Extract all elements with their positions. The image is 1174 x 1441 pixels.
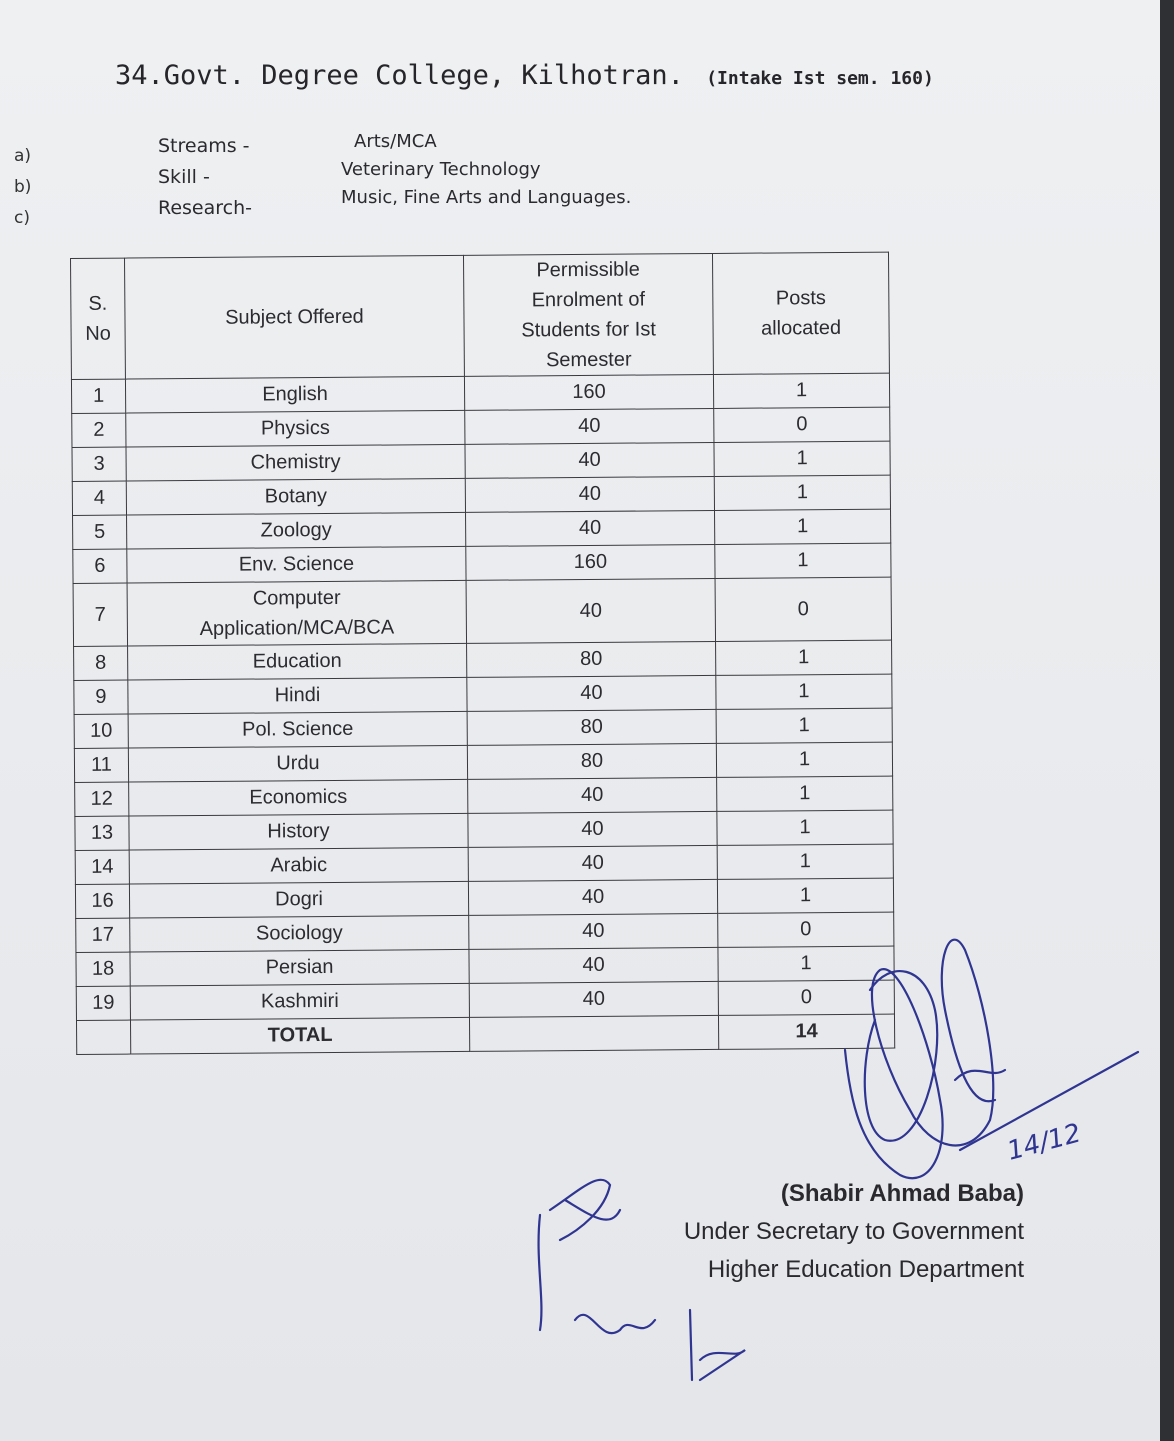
signatory-name: (Shabir Ahmad Baba) — [780, 1180, 1024, 1207]
header-posts: Posts allocated — [712, 252, 889, 374]
subject-cell: Arabic — [129, 847, 468, 884]
detail-marker-a: a) — [14, 146, 32, 166]
signature-date: 14/12 — [1004, 1118, 1085, 1167]
posts-cell: 1 — [717, 776, 893, 811]
subject-cell: Persian — [130, 949, 469, 986]
subject-cell: History — [129, 813, 468, 850]
sno-cell: 16 — [75, 884, 129, 918]
posts-cell: 1 — [716, 708, 892, 743]
signatory-department: Higher Education Department — [707, 1256, 1024, 1283]
posts-cell: 1 — [718, 946, 894, 981]
subject-cell: Sociology — [130, 915, 469, 952]
sno-cell: 18 — [76, 952, 130, 986]
enrolment-cell: 40 — [466, 578, 715, 643]
enrolment-cell: 40 — [465, 442, 714, 478]
table-header-row — [71, 252, 890, 379]
enrolment-cell: 40 — [466, 510, 715, 546]
subject-cell: Kashmiri — [130, 983, 469, 1020]
sno-cell: 7 — [73, 583, 127, 646]
streams-value: Arts/MCA — [354, 131, 437, 152]
detail-marker-c: c) — [14, 208, 30, 228]
total-posts: 14 — [718, 1014, 894, 1049]
enrolment-cell: 40 — [468, 777, 717, 813]
sno-cell: 14 — [75, 850, 129, 884]
posts-cell: 1 — [716, 674, 892, 709]
enrolment-cell: 80 — [467, 709, 716, 745]
posts-cell: 0 — [714, 407, 890, 442]
subjects-table — [70, 252, 895, 1055]
header-enrolment: Permissible Enrolment of Students for Ist Semester — [463, 253, 713, 376]
posts-cell: 0 — [718, 912, 894, 947]
subject-cell: Hindi — [128, 677, 467, 714]
research-value: Music, Fine Arts and Languages. — [341, 187, 632, 208]
enrolment-cell: 40 — [469, 981, 718, 1017]
posts-cell: 0 — [718, 980, 894, 1015]
sno-cell: 11 — [74, 748, 128, 782]
subject-cell: Botany — [126, 478, 465, 515]
sno-cell: 6 — [73, 549, 127, 583]
posts-cell: 1 — [715, 509, 891, 544]
total-label: TOTAL — [130, 1017, 469, 1054]
sno-cell: 8 — [74, 646, 128, 680]
posts-cell: 1 — [717, 878, 893, 913]
enrolment-cell: 40 — [468, 879, 717, 915]
skill-label: Skill - — [158, 166, 210, 188]
subject-cell: Env. Science — [127, 546, 466, 583]
enrolment-cell: 40 — [465, 476, 714, 512]
posts-cell: 1 — [716, 742, 892, 777]
header-sno: S. No — [71, 258, 126, 379]
posts-cell: 1 — [716, 640, 892, 675]
enrolment-cell: 40 — [467, 675, 716, 711]
subject-cell: Economics — [129, 779, 468, 816]
sno-cell: 4 — [72, 481, 126, 515]
subject-cell: Zoology — [127, 512, 466, 549]
total-enrolment-cell — [469, 1015, 718, 1051]
posts-cell: 1 — [713, 373, 889, 408]
header-subject: Subject Offered — [125, 255, 465, 379]
posts-cell: 1 — [717, 844, 893, 879]
sno-cell: 1 — [71, 379, 125, 413]
sno-cell: 9 — [74, 680, 128, 714]
subject-cell: Education — [128, 643, 467, 680]
skill-value: Veterinary Technology — [341, 159, 541, 180]
subject-cell: English — [125, 376, 464, 413]
scan-edge — [1160, 0, 1174, 1441]
subject-cell: Chemistry — [126, 444, 465, 481]
sno-cell: 12 — [75, 782, 129, 816]
posts-cell: 0 — [715, 577, 891, 641]
sno-cell: 17 — [76, 918, 130, 952]
enrolment-cell: 40 — [469, 913, 718, 949]
enrolment-cell: 160 — [464, 374, 713, 410]
posts-cell: 1 — [714, 441, 890, 476]
enrolment-cell: 80 — [467, 743, 716, 779]
signatory-designation: Under Secretary to Government — [683, 1218, 1024, 1245]
total-row — [76, 1014, 894, 1054]
detail-marker-b: b) — [14, 177, 32, 197]
sno-cell: 13 — [75, 816, 129, 850]
intake-note: (Intake Ist sem. 160) — [706, 68, 934, 89]
enrolment-cell: 80 — [467, 641, 716, 677]
research-label: Research- — [158, 197, 253, 219]
sno-cell: 5 — [73, 515, 127, 549]
posts-cell: 1 — [717, 810, 893, 845]
sno-cell: 3 — [72, 447, 126, 481]
enrolment-cell: 40 — [468, 845, 717, 881]
total-sno-cell — [76, 1020, 130, 1054]
posts-cell: 1 — [714, 475, 890, 510]
enrolment-cell: 40 — [468, 811, 717, 847]
subject-cell: Urdu — [128, 745, 467, 782]
enrolment-cell: 160 — [466, 544, 715, 580]
subject-cell: Physics — [126, 410, 465, 447]
sno-cell: 19 — [76, 986, 130, 1020]
page-title — [115, 60, 934, 91]
college-name: 34.Govt. Degree College, Kilhotran. — [115, 60, 684, 91]
posts-cell: 1 — [715, 543, 891, 578]
sno-cell: 10 — [74, 714, 128, 748]
streams-label: Streams - — [158, 135, 250, 157]
table-row — [73, 577, 891, 646]
enrolment-cell: 40 — [469, 947, 718, 983]
subject-cell: Computer Application/MCA/BCA — [127, 580, 466, 646]
sno-cell: 2 — [72, 413, 126, 447]
subject-cell: Pol. Science — [128, 711, 467, 748]
subject-cell: Dogri — [129, 881, 468, 918]
enrolment-cell: 40 — [465, 408, 714, 444]
